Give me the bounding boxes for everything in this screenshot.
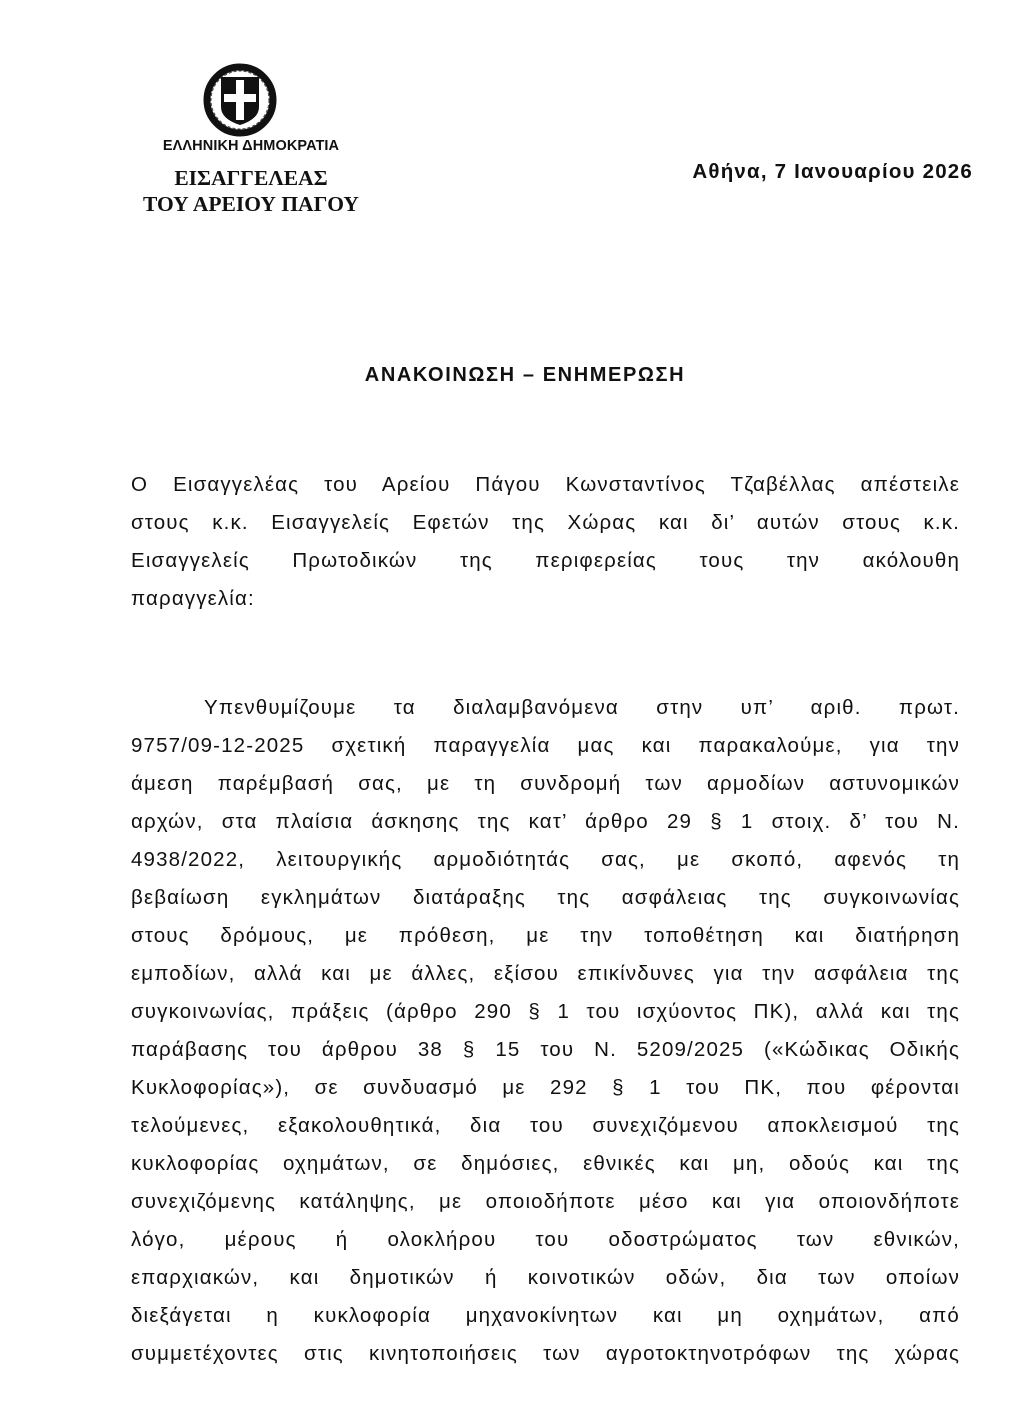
text-line: άμεση παρέμβασή σας, με τη συνδρομή των αρμοδίων αστυνομικών [131, 772, 960, 795]
text-line: τελούμενες, εξακολουθητικά, δια του συνεχιζόμενου αποκλεισμού της [131, 1114, 960, 1137]
text-line: Εισαγγελείς Πρωτοδικών της περιφερείας τους την ακόλουθη [131, 549, 960, 572]
text-line: αρχών, στα πλαίσια άσκησης της κατ’ άρθρο 29 § 1 στοιχ. δ’ του Ν. [131, 810, 960, 833]
document-title: ΑΝΑΚΟΙΝΩΣΗ – ΕΝΗΜΕΡΩΣΗ [364, 364, 686, 386]
text-line: επαρχιακών, και δημοτικών ή κοινοτικών οδών, δια των οποίων [131, 1266, 960, 1289]
text-line: Ο Εισαγγελέας του Αρείου Πάγου Κωνσταντίνος Τζαβέλλας απέστειλε [131, 473, 960, 496]
text-line: Υπενθυμίζουμε τα διαλαμβανόμενα στην υπ’ αριθ. πρωτ. [204, 696, 960, 719]
text-line: εμποδίων, αλλά και με άλλες, εξίσου επικίνδυνες για την ασφάλεια της [131, 962, 960, 985]
text-line: συγκοινωνίας, πράξεις (άρθρο 290 § 1 του ισχύοντος ΠΚ), αλλά και της [131, 1000, 960, 1023]
text-line: παράβασης του άρθρου 38 § 15 του Ν. 5209/2025 («Κώδικας Οδικής [131, 1038, 960, 1061]
text-line: κυκλοφορίας οχημάτων, σε δημόσιες, εθνικές και μη, οδούς και της [131, 1152, 960, 1175]
text-line: συμμετέχοντες στις κινητοποιήσεις των αγροτοκτηνοτρόφων της χώρας [131, 1342, 960, 1365]
text-line: διεξάγεται η κυκλοφορία μηχανοκίνητων και μη οχημάτων, από [131, 1304, 960, 1327]
text-line: στους κ.κ. Εισαγγελείς Εφετών της Χώρας και δι’ αυτών στους κ.κ. [131, 511, 960, 534]
text-line: 9757/09-12-2025 σχετική παραγγελία μας και παρακαλούμε, για την [131, 734, 960, 757]
greek-coat-of-arms-icon [203, 63, 277, 137]
text-line: 4938/2022, λειτουργικής αρμοδιότητάς σας, με σκοπό, αφενός τη [131, 848, 960, 871]
text-line: βεβαίωση εγκλημάτων διατάραξης της ασφάλειας της συγκοινωνίας [131, 886, 960, 909]
office-name-line1: ΕΙΣΑΓΓΕΛΕΑΣ [174, 166, 328, 190]
text-line: λόγο, μέρους ή ολοκλήρου του οδοστρώματος των εθνικών, [131, 1228, 960, 1251]
document-date: Αθήνα, 7 Ιανουαρίου 2026 [692, 160, 973, 183]
text-line: Κυκλοφορίας»), σε συνδυασμό με 292 § 1 του ΠΚ, που φέρονται [131, 1076, 960, 1099]
government-name: ΕΛΛΗΝΙΚΗ ΔΗΜΟΚΡΑΤΙΑ [162, 138, 340, 154]
text-line: συνεχιζόμενης κατάληψης, με οποιοδήποτε μέσο και για οποιονδήποτε [131, 1190, 960, 1213]
text-line: στους δρόμους, με πρόθεση, με την τοποθέτηση και διατήρηση [131, 924, 960, 947]
text-line: παραγγελία: [131, 587, 255, 610]
office-name-line2: ΤΟΥ ΑΡΕΙΟΥ ΠΑΓΟΥ [143, 192, 359, 216]
